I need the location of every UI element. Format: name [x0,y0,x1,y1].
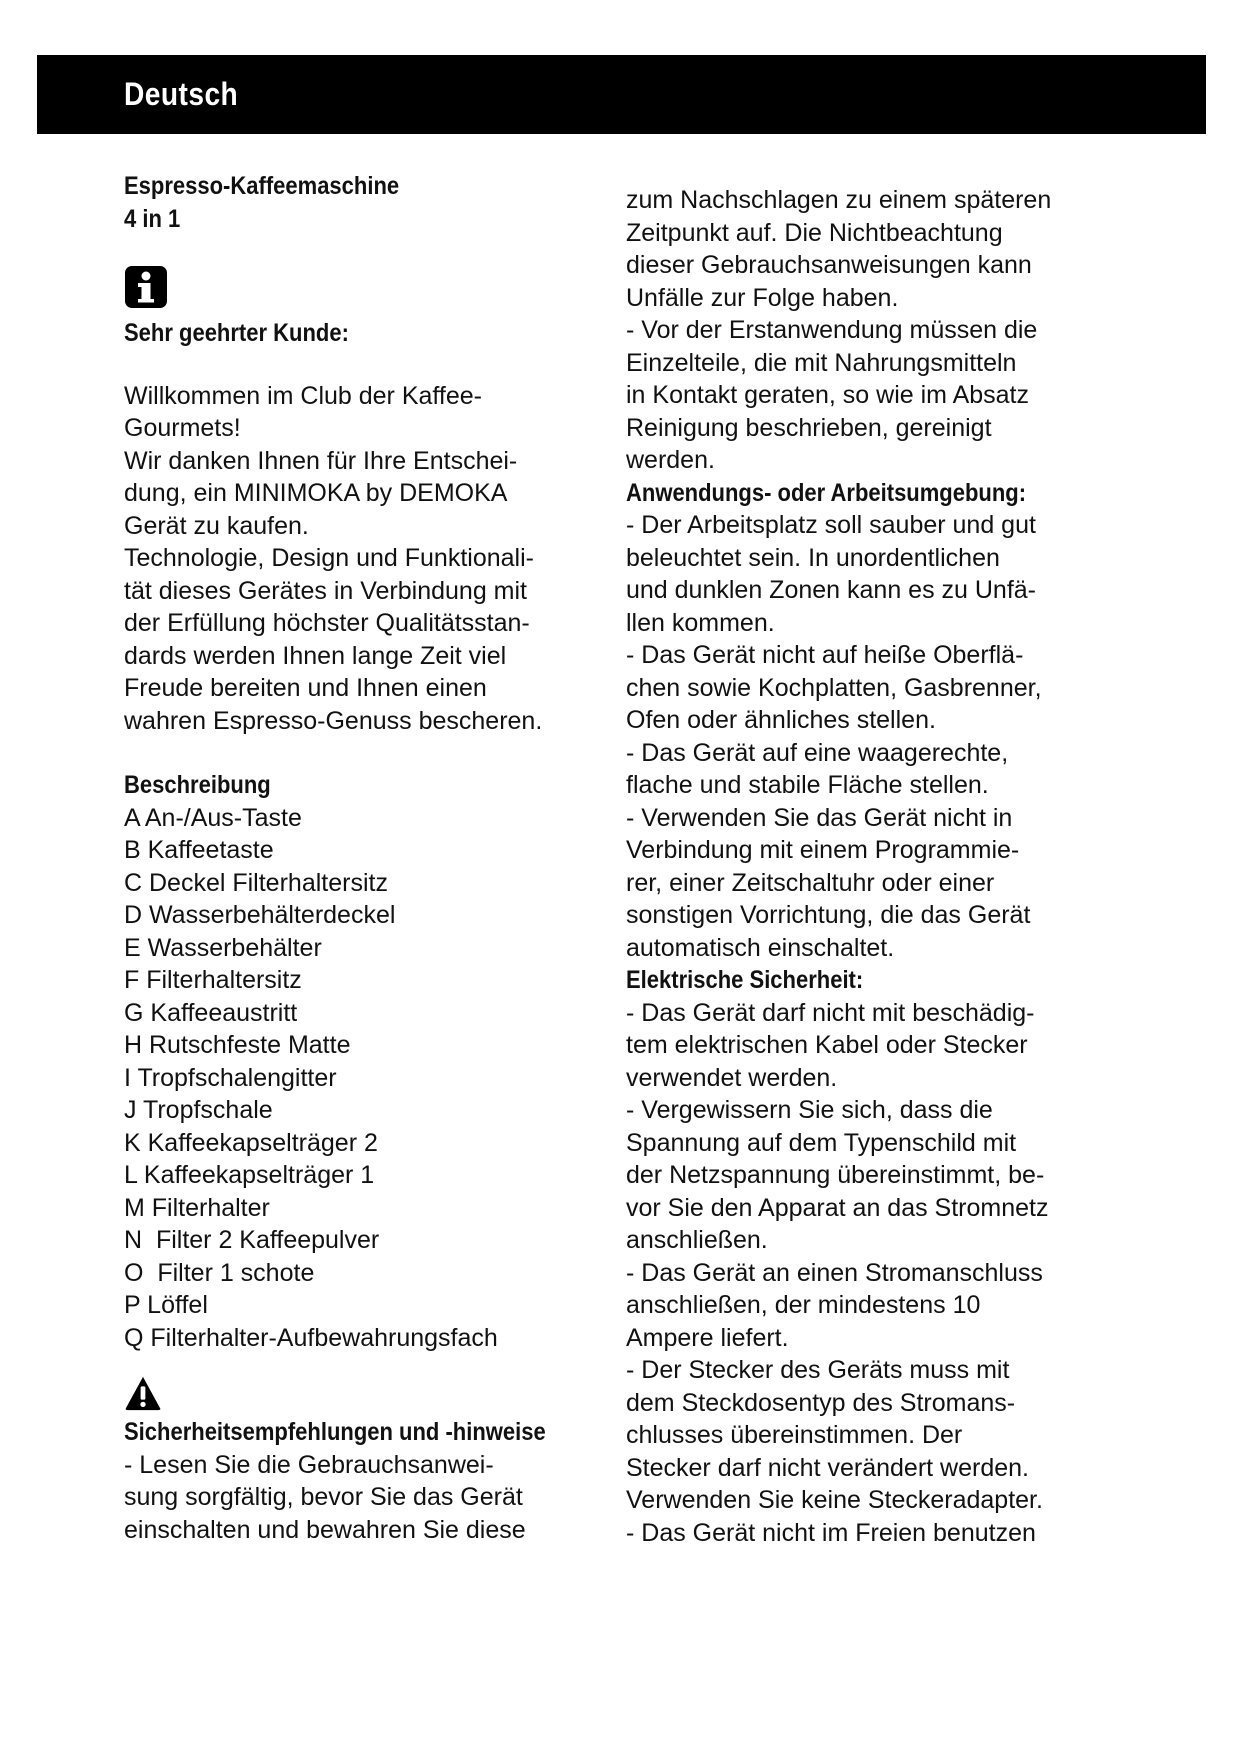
electrical-line: verwendet werden. [626,1063,838,1092]
description-item: G Kaffeeaustritt [124,998,298,1027]
environment-line: chen sowie Kochplatten, Gasbrenner, [626,673,1042,702]
intro-line: dieser Gebrauchsanweisungen kann [626,251,1032,279]
safety-line: einschalten und bewahren Sie diese [124,1515,526,1544]
intro-line: in Kontakt geraten, so wie im Absatz [626,381,1029,409]
environment-line: Ofen oder ähnliches stellen. [626,706,936,734]
description-item: L Kaffeekapselträger 1 [124,1161,375,1189]
electrical-line: anschließen, der mindestens 10 [626,1291,981,1319]
safety-line: sung sorgfältig, bevor Sie das Gerät [124,1483,523,1511]
description-list [124,802,594,1355]
electrical-line: - Das Gerät nicht im Freien benutzen [626,1518,1036,1547]
description-heading: Beschreibung [124,771,271,799]
welcome-line: Technologie, Design und Funktionali- [124,544,534,572]
description-item: A An-/Aus-Taste [124,803,302,832]
description-item: N Filter 2 Kaffeepulver [124,1226,380,1254]
environment-heading: Anwendungs- oder Arbeitsumgebung: [626,478,1027,507]
welcome-line: wahren Espresso-Genuss bescheren. [124,706,543,735]
safety-text [124,1449,594,1547]
welcome-line: Willkommen im Club der Kaffee- [124,381,482,410]
language-title: Deutsch [124,76,239,112]
electrical-line: - Das Gerät darf nicht mit beschädig- [626,998,1035,1027]
product-title-line-2: 4 in 1 [124,204,181,233]
environment-line: flache und stabile Fläche stellen. [626,771,989,799]
environment-line: automatisch einschaltet. [626,933,895,962]
description-item: Q Filterhalter-Aufbewahrungsfach [124,1323,498,1352]
left-column [124,170,594,1546]
info-icon [124,265,168,309]
description-item: K Kaffeekapselträger 2 [124,1128,378,1157]
language-header-bar [37,55,1206,134]
intro-line: zum Nachschlagen zu einem späteren [626,186,1052,214]
welcome-line: dards werden Ihnen lange Zeit viel [124,641,507,670]
intro-line: Reinigung beschrieben, gereinigt [626,413,992,442]
electrical-line: - Das Gerät an einen Stromanschluss [626,1258,1043,1287]
environment-line: rer, einer Zeitschaltuhr oder einer [626,868,995,897]
electrical-line: - Der Stecker des Geräts muss mit [626,1356,1010,1384]
electrical-line: tem elektrischen Kabel oder Stecker [626,1031,1028,1059]
intro-line: werden. [626,446,715,474]
warning-icon [124,1374,162,1412]
greeting-heading: Sehr geehrter Kunde: [124,319,349,347]
environment-line: und dunklen Zonen kann es zu Unfä- [626,576,1036,604]
environment-line: sonstigen Vorrichtung, die das Gerät [626,901,1031,929]
environment-line: - Das Gerät nicht auf heiße Oberflä- [626,641,1024,669]
product-title-line-1: Espresso-Kaffeemaschine [124,172,400,200]
electrical-line: anschließen. [626,1226,768,1254]
electrical-line: vor Sie den Apparat an das Stromnetz [626,1193,1049,1222]
welcome-line: tät dieses Gerätes in Verbindung mit [124,576,528,605]
electrical-line: Ampere liefert. [626,1323,789,1352]
description-item: H Rutschfeste Matte [124,1031,351,1059]
intro-line: Unfälle zur Folge haben. [626,283,899,312]
welcome-line: der Erfüllung höchster Qualitätsstan- [124,609,530,637]
electrical-line: - Vergewissern Sie sich, dass die [626,1096,993,1124]
environment-line: - Das Gerät auf eine waagerechte, [626,738,1009,767]
intro-line: - Vor der Erstanwendung müssen die [626,316,1038,344]
welcome-line: Gerät zu kaufen. [124,511,309,540]
description-item: F Filterhaltersitz [124,966,302,994]
description-item: I Tropfschalengitter [124,1063,337,1092]
description-item: O Filter 1 schote [124,1258,315,1287]
electrical-line: Verwenden Sie keine Steckeradapter. [626,1486,1043,1514]
environment-line: Verbindung mit einem Programmie- [626,836,1020,864]
electrical-line: dem Steckdosentyp des Stromans- [626,1388,1016,1417]
electrical-line: Stecker darf nicht verändert werden. [626,1453,1029,1482]
welcome-text [124,380,594,738]
environment-line: - Der Arbeitsplatz soll sauber und gut [626,511,1036,539]
environment-line: llen kommen. [626,608,775,637]
description-item: C Deckel Filterhaltersitz [124,868,388,897]
environment-line: - Verwenden Sie das Gerät nicht in [626,803,1013,832]
environment-text [626,509,1096,964]
intro-line: Einzelteile, die mit Nahrungsmitteln [626,348,1017,377]
electrical-text [626,997,1096,1550]
welcome-line: Wir danken Ihnen für Ihre Entschei- [124,446,518,475]
intro-line: Zeitpunkt auf. Die Nichtbeachtung [626,218,1003,247]
welcome-line: Gourmets! [124,414,241,442]
description-item: D Wasserbehälterdeckel [124,901,396,929]
welcome-line: dung, ein MINIMOKA by DEMOKA [124,479,508,507]
electrical-heading: Elektrische Sicherheit: [626,966,864,994]
description-item: E Wasserbehälter [124,933,322,962]
electrical-line: der Netzspannung übereinstimmt, be- [626,1161,1045,1189]
right-column [626,184,1096,1549]
electrical-line: Spannung auf dem Typenschild mit [626,1128,1017,1157]
welcome-line: Freude bereiten und Ihnen einen [124,674,487,702]
description-item: P Löffel [124,1291,208,1319]
safety-line: - Lesen Sie die Gebrauchsanwei- [124,1450,494,1479]
intro-text [626,184,1096,477]
description-item: J Tropfschale [124,1096,273,1124]
description-item: M Filterhalter [124,1193,270,1222]
electrical-line: chlusses übereinstimmen. Der [626,1421,963,1449]
environment-line: beleuchtet sein. In unordentlichen [626,543,1000,572]
safety-heading: Sicherheitsempfehlungen und -hinweise [124,1418,546,1446]
description-item: B Kaffeetaste [124,836,274,864]
